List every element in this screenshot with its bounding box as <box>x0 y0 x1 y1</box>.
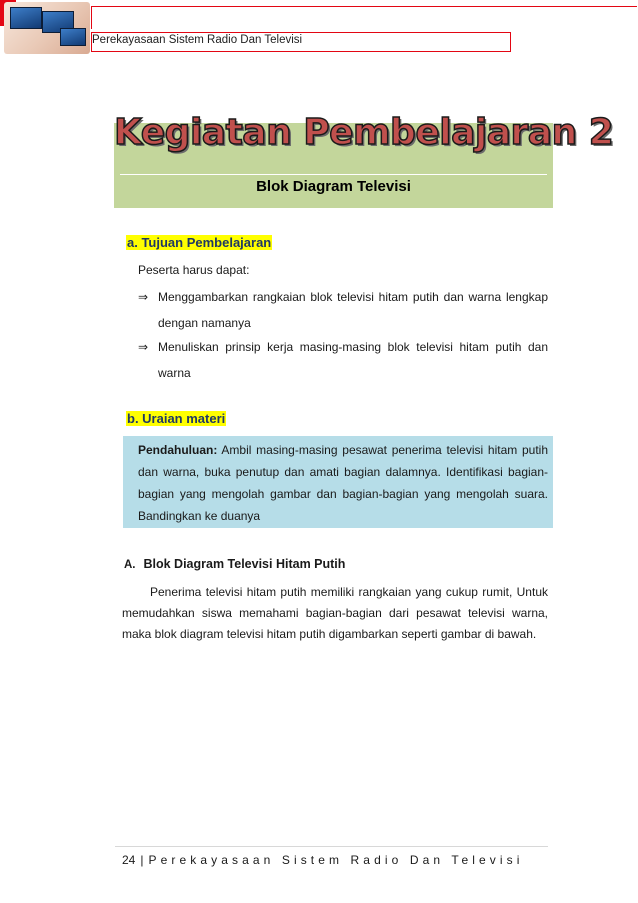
page-number: 24 <box>122 853 136 867</box>
objective-text: Menuliskan prinsip kerja masing-masing blok televisi hitam putih dan warna <box>158 340 548 380</box>
introduction-text <box>138 439 548 527</box>
subsection-a-paragraph: Penerima televisi hitam putih memiliki rangkaian yang cukup rumit, Untuk memudahkan siswa memahami bagian-bagian dari pesawat televisi warna, maka blok diagram televisi hitam putih digambarkan seperti gambar di bawah. <box>122 585 548 641</box>
header-tv-image <box>4 2 90 54</box>
chapter-subtitle: Blok Diagram Televisi <box>256 178 411 195</box>
objectives-intro: Peserta harus dapat: <box>138 263 250 277</box>
footer <box>122 853 524 867</box>
tv-screen-icon <box>10 7 42 29</box>
arrow-icon: ⇒ <box>138 290 149 304</box>
header-title: Perekayasaan Sistem Radio Dan Televisi <box>92 34 303 46</box>
introduction-label: Pendahuluan: <box>138 443 218 457</box>
banner-divider <box>120 174 547 175</box>
section-a-heading <box>126 234 272 252</box>
footer-text: Perekayasaan Sistem Radio Dan Televisi <box>148 853 524 867</box>
introduction-body: Ambil masing-masing pesawat penerima televisi hitam putih dan warna, buka penutup dan amati bagian dalamnya. Identifikasi bagian-bagian yang mengolah gambar dan bagian-bagian yang mengolah suara. Bandingkan ke duanya <box>138 443 548 523</box>
objective-item <box>138 284 548 336</box>
footer-separator: | <box>140 853 144 867</box>
chapter-title: Kegiatan Pembelajaran 2 <box>114 112 614 153</box>
header-frame <box>91 6 637 29</box>
subsection-a-title: Blok Diagram Televisi Hitam Putih <box>143 557 346 571</box>
objective-item <box>138 334 548 386</box>
section-b-heading <box>126 410 226 428</box>
footer-divider <box>115 846 548 847</box>
subsection-a-label: A. <box>124 559 136 571</box>
objective-text: Menggambarkan rangkaian blok televisi hitam putih dan warna lengkap dengan namanya <box>158 290 548 330</box>
subsection-a-heading <box>124 557 345 571</box>
section-a-heading-text: a. Tujuan Pembelajaran <box>127 235 272 250</box>
section-b-heading-text: b. Uraian materi <box>127 411 226 426</box>
tv-screen-icon <box>60 28 86 46</box>
arrow-icon: ⇒ <box>138 340 149 354</box>
